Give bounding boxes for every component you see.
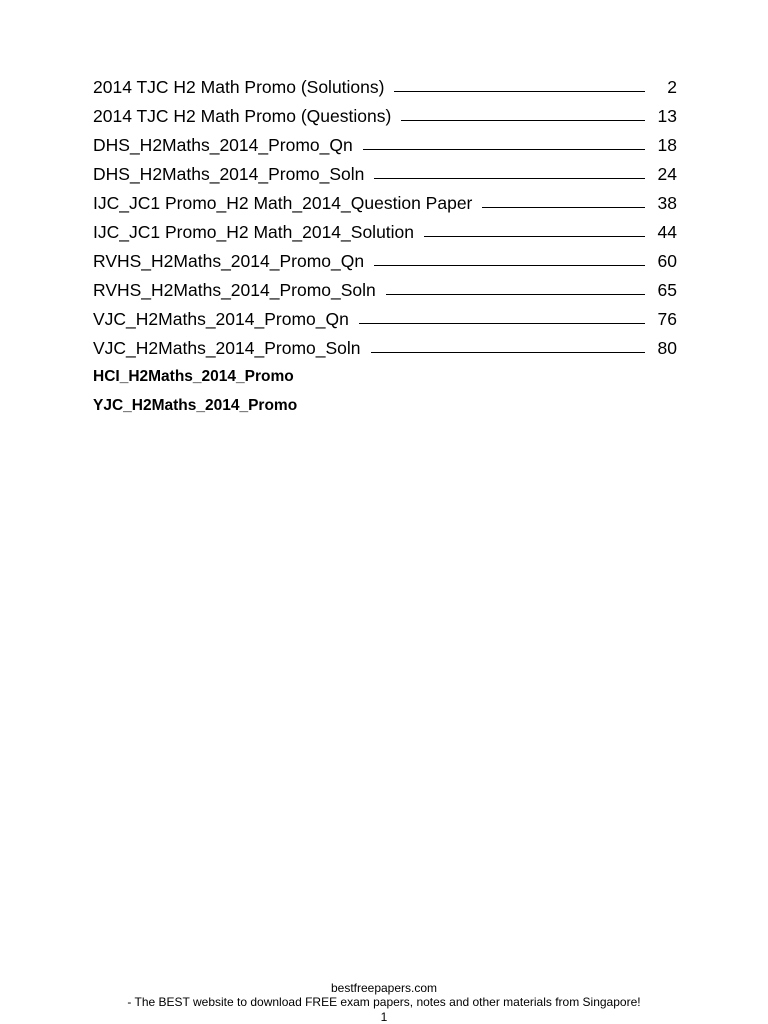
toc-entry-page[interactable]: 2 (667, 77, 677, 97)
toc-leader-line (482, 207, 645, 208)
toc-entry-title[interactable]: RVHS_H2Maths_2014_Promo_Qn (93, 251, 365, 271)
toc-entry-page[interactable]: 80 (657, 338, 677, 358)
toc-entry[interactable] (93, 156, 677, 185)
toc-entry[interactable] (93, 301, 677, 330)
toc-plain-entry[interactable] (93, 388, 677, 417)
toc-entry[interactable] (93, 69, 677, 98)
toc-leader-line (424, 236, 645, 237)
toc-entry-page[interactable]: 76 (657, 309, 677, 329)
toc-plain-entry-title[interactable]: YJC_H2Maths_2014_Promo (93, 397, 298, 414)
toc-entry-title[interactable]: VJC_H2Maths_2014_Promo_Soln (93, 338, 361, 358)
toc-entry-page[interactable]: 18 (657, 135, 677, 155)
toc-entry-page[interactable]: 60 (657, 251, 677, 271)
toc-entry[interactable] (93, 272, 677, 301)
toc-entry-title[interactable]: IJC_JC1 Promo_H2 Math_2014_Solution (93, 222, 415, 242)
toc-entry-page[interactable]: 38 (657, 193, 677, 213)
toc-leader-line (363, 149, 645, 150)
toc-entry[interactable] (93, 214, 677, 243)
toc-entry[interactable] (93, 243, 677, 272)
toc-entry-page[interactable]: 44 (657, 222, 677, 242)
toc-entry-title[interactable]: DHS_H2Maths_2014_Promo_Soln (93, 164, 365, 184)
toc-entry[interactable] (93, 98, 677, 127)
footer-site: bestfreepapers.com (330, 981, 438, 995)
toc-leader-line (371, 352, 645, 353)
table-of-contents (93, 69, 677, 417)
toc-leader-line (401, 120, 645, 121)
toc-entry-page[interactable]: 13 (657, 106, 677, 126)
toc-entry-title[interactable]: 2014 TJC H2 Math Promo (Questions) (93, 106, 392, 126)
toc-leader-line (359, 323, 645, 324)
toc-entry-page[interactable]: 65 (657, 280, 677, 300)
toc-plain-entry-title[interactable]: HCI_H2Maths_2014_Promo (93, 368, 294, 385)
toc-plain-entry[interactable] (93, 359, 677, 388)
toc-entry-page[interactable]: 24 (657, 164, 677, 184)
toc-entry-title[interactable]: DHS_H2Maths_2014_Promo_Qn (93, 135, 353, 155)
toc-entry-title[interactable]: VJC_H2Maths_2014_Promo_Qn (93, 309, 349, 329)
toc-leader-line (374, 178, 645, 179)
toc-entry[interactable] (93, 330, 677, 359)
toc-entry-title[interactable]: 2014 TJC H2 Math Promo (Solutions) (93, 77, 385, 97)
footer-tagline: - The BEST website to download FREE exam papers, notes and other materials from Singapore! (127, 995, 641, 1009)
toc-entry-title[interactable]: RVHS_H2Maths_2014_Promo_Soln (93, 280, 376, 300)
toc-leader-line (374, 265, 645, 266)
toc-leader-line (386, 294, 645, 295)
toc-entry-title[interactable]: IJC_JC1 Promo_H2 Math_2014_Question Paper (93, 193, 473, 213)
toc-leader-line (394, 91, 645, 92)
toc-entry[interactable] (93, 185, 677, 214)
toc-entry[interactable] (93, 127, 677, 156)
page-number: 1 (380, 1010, 388, 1024)
